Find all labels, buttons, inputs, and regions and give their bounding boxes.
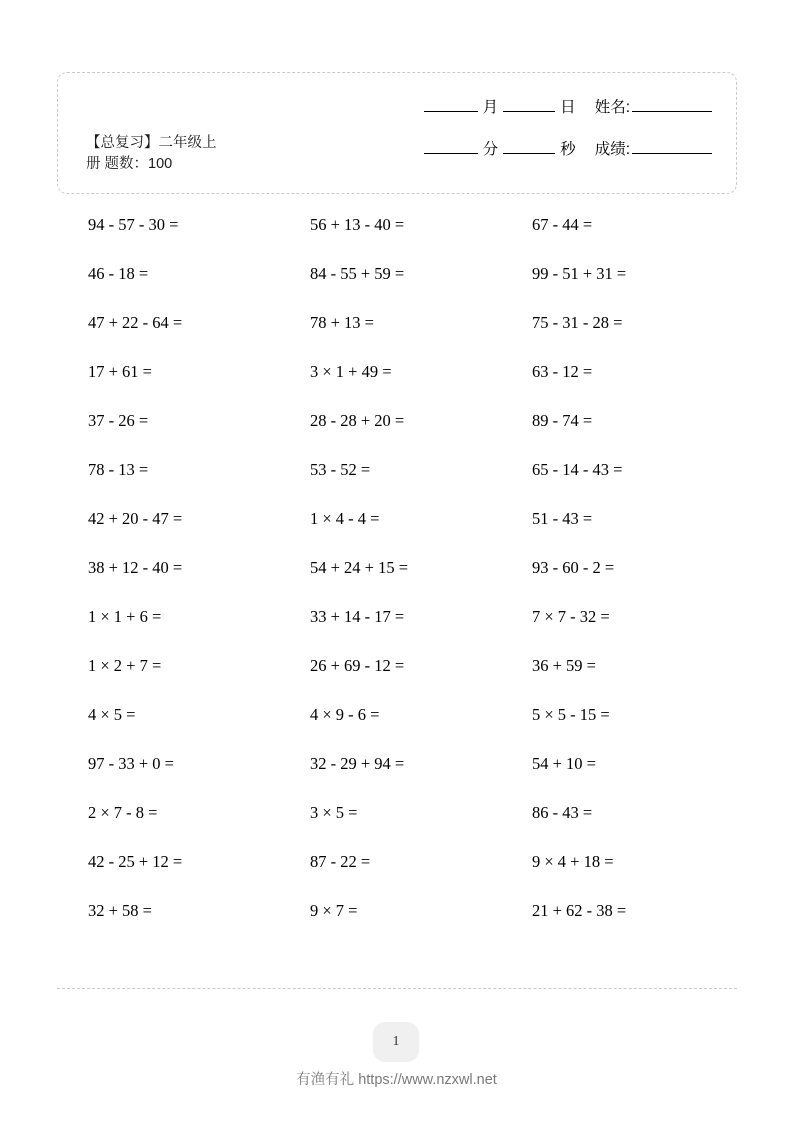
site-watermark: 有渔有礼 https://www.nzxwl.net [296, 1072, 497, 1088]
day-blank[interactable] [503, 111, 555, 112]
problem-item: 3 × 1 + 49 = [310, 362, 392, 381]
problem-item: 4 × 5 = [88, 705, 136, 724]
month-unit-label: 月 [482, 99, 499, 116]
problem-item: 2 × 7 - 8 = [88, 803, 158, 822]
problem-item: 7 × 7 - 32 = [532, 607, 610, 626]
problem-item: 97 - 33 + 0 = [88, 754, 174, 773]
problems-grid [0, 200, 793, 960]
problem-item: 87 - 22 = [310, 852, 371, 871]
problem-item: 37 - 26 = [88, 411, 149, 430]
problems-column-1 [88, 200, 318, 935]
problem-item: 32 - 29 + 94 = [310, 754, 405, 773]
problem-item: 94 - 57 - 30 = [88, 215, 179, 234]
problems-column-3 [532, 200, 762, 935]
problem-item: 9 × 4 + 18 = [532, 852, 614, 871]
practice-scope-line-2: 册 题数：100 [86, 156, 173, 172]
score-blank[interactable] [632, 153, 712, 154]
problem-item: 17 + 61 = [88, 362, 152, 381]
problem-item: 46 - 18 = [88, 264, 149, 283]
problem-item: 26 + 69 - 12 = [310, 656, 405, 675]
problem-item: 75 - 31 - 28 = [532, 313, 623, 332]
problem-item: 89 - 74 = [532, 411, 593, 430]
problem-item: 56 + 13 - 40 = [310, 215, 405, 234]
problem-item: 93 - 60 - 2 = [532, 558, 615, 577]
minute-unit-label: 分 [482, 141, 499, 158]
problem-item: 65 - 14 - 43 = [532, 460, 623, 479]
problem-item: 32 + 58 = [88, 901, 152, 920]
problem-item: 86 - 43 = [532, 803, 593, 822]
time-row [382, 137, 712, 179]
problem-item: 78 + 13 = [310, 313, 374, 332]
problem-item: 4 × 9 - 6 = [310, 705, 380, 724]
month-blank[interactable] [424, 111, 478, 112]
problem-item: 36 + 59 = [532, 656, 596, 675]
score-label: 成绩: [594, 141, 630, 158]
header-fill-in-fields [382, 95, 712, 179]
problem-item: 47 + 22 - 64 = [88, 313, 183, 332]
minute-blank[interactable] [424, 153, 478, 154]
problem-item: 99 - 51 + 31 = [532, 264, 627, 283]
problem-item: 1 × 1 + 6 = [88, 607, 162, 626]
page-number-badge: 1 [373, 1022, 419, 1062]
problem-item: 5 × 5 - 15 = [532, 705, 610, 724]
problem-item: 21 + 62 - 38 = [532, 901, 627, 920]
problem-item: 67 - 44 = [532, 215, 593, 234]
problem-item: 9 × 7 = [310, 901, 358, 920]
problem-item: 51 - 43 = [532, 509, 593, 528]
problem-item: 28 - 28 + 20 = [310, 411, 405, 430]
problem-item: 53 - 52 = [310, 460, 371, 479]
footer-divider [57, 988, 737, 989]
worksheet-header-box [57, 72, 737, 194]
day-unit-label: 日 [560, 99, 576, 116]
problem-item: 84 - 55 + 59 = [310, 264, 405, 283]
problem-item: 33 + 14 - 17 = [310, 607, 405, 626]
problem-item: 54 + 24 + 15 = [310, 558, 409, 577]
problem-item: 42 + 20 - 47 = [88, 509, 183, 528]
date-row [382, 95, 712, 137]
problems-column-2 [310, 200, 540, 935]
problem-item: 63 - 12 = [532, 362, 593, 381]
problem-item: 1 × 4 - 4 = [310, 509, 380, 528]
name-blank[interactable] [632, 111, 712, 112]
problem-item: 54 + 10 = [532, 754, 596, 773]
second-unit-label: 秒 [560, 141, 576, 158]
name-label: 姓名: [594, 99, 630, 116]
problem-item: 1 × 2 + 7 = [88, 656, 162, 675]
problem-item: 78 - 13 = [88, 460, 149, 479]
problem-item: 42 - 25 + 12 = [88, 852, 183, 871]
practice-scope-info [86, 133, 351, 175]
second-blank[interactable] [503, 153, 555, 154]
practice-scope-line-1: 【总复习】二年级上 [86, 135, 217, 151]
problem-item: 38 + 12 - 40 = [88, 558, 183, 577]
problem-item: 3 × 5 = [310, 803, 358, 822]
